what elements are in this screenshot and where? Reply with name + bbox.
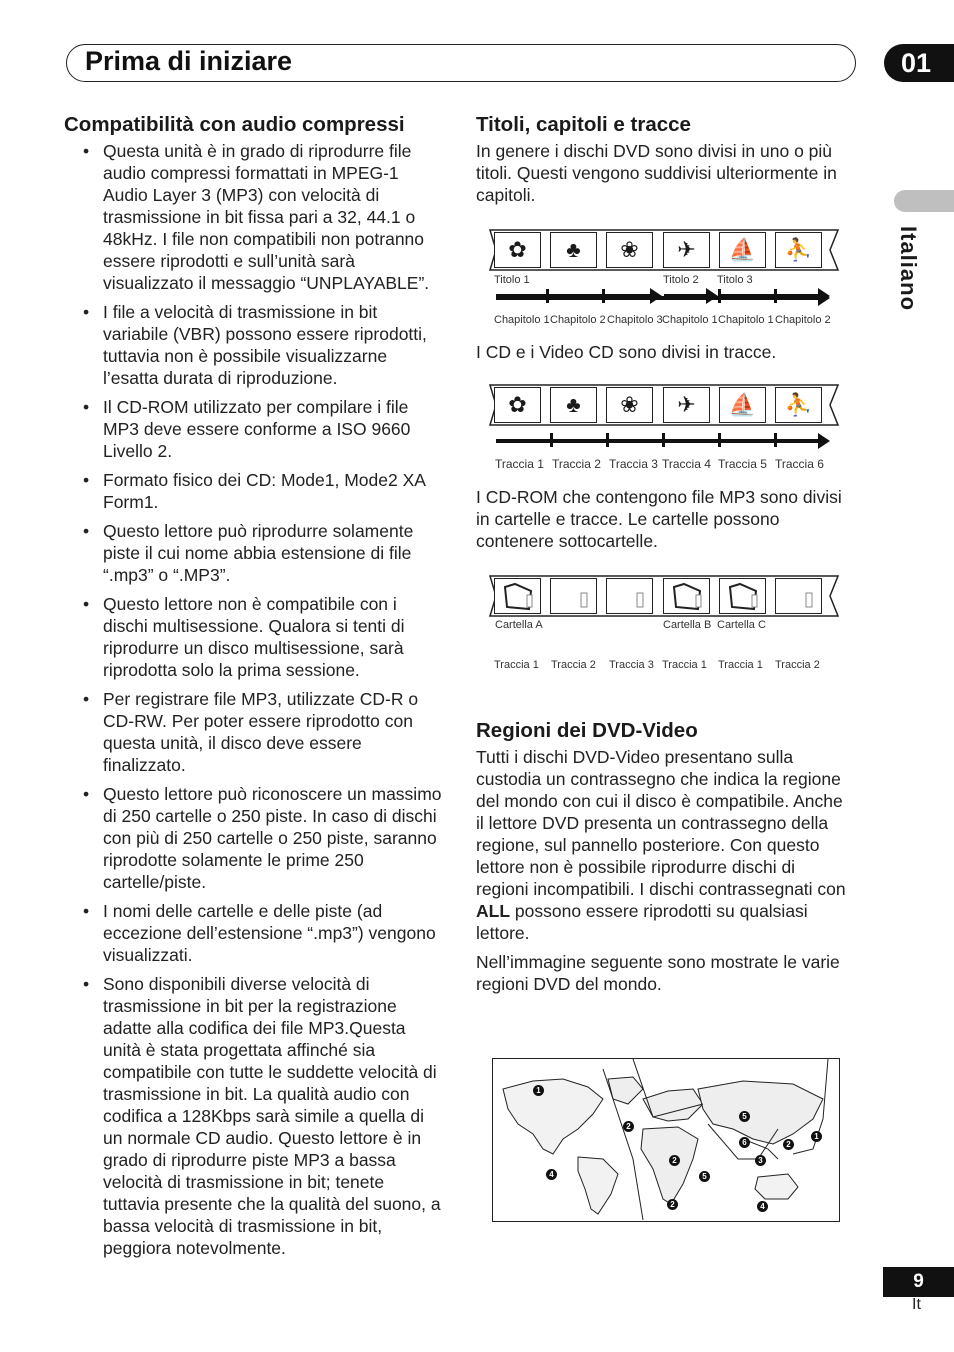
track-label: Traccia 2	[551, 659, 596, 671]
sailboard-icon: ⛵	[719, 387, 766, 423]
file-icon	[550, 578, 597, 614]
chapter-label: Chapitolo 1	[662, 314, 718, 326]
language-tab-marker	[894, 190, 954, 212]
track-arrow-head	[818, 433, 830, 449]
lily-icon: ❀	[606, 232, 653, 268]
dvd-region-world-map	[492, 1058, 840, 1222]
track-label: Traccia 1	[495, 457, 544, 471]
titles-intro: In genere i dischi DVD sono divisi in uno o più titoli. Questi vengono suddivisi ulteriormente in capitoli.	[476, 141, 837, 205]
segment-tick	[606, 433, 609, 447]
folder-label: Cartella C	[717, 619, 766, 631]
regions-section	[476, 719, 861, 995]
bullet-item: • Questo lettore non è compatibile con i dischi multisessione. Qualora si tenti di riprodurre un disco multisessione, sarà riprodotta solo la prima sessione.	[64, 593, 444, 681]
regions-text-part1: Tutti i dischi DVD-Video presentano sulla custodia un contrassegno che indica la regione del mondo con cui il disco è compatibile. Anche il lettore DVD presenta un contrassegno della regione, sul pannello posteriore. Con questo lettore non è possibile riprodurre dischi di regioni incompatibili. I dischi contrassegnati con	[476, 747, 846, 899]
cd-structure-diagram	[484, 383, 846, 473]
chapter-arrow	[496, 296, 818, 300]
leaf-icon: ✿	[494, 387, 541, 423]
track-label: Traccia 1	[494, 659, 539, 671]
segment-tick	[546, 289, 549, 303]
track-label: Traccia 1	[718, 659, 763, 671]
tree-icon: ♣	[550, 232, 597, 268]
segment-tick	[774, 289, 777, 303]
region-marker: 6	[739, 1137, 750, 1148]
section-heading-titles: Titoli, capitoli e tracce	[476, 113, 691, 136]
folder-icon	[494, 578, 541, 614]
section-heading-compressed-audio: Compatibilità con audio compressi	[64, 113, 405, 136]
bullet-item: • Sono disponibili diverse velocità di trasmissione in bit per la registrazione adatte alla codifica dei file MP3.Questa unità è stata progettata affinché sia compatibile con tutte le suddette velocità di trasmissione in bit. La qualità audio con codifica a 128Kbps sarà simile a quella di un normale CD audio. Questo lettore è in grado di riprodurre piste MP3 a bassa velocità di trasmissione in bit; tenete tuttavia presente che la qualità del suono, a bassa velocità di trasmissione in bit, peggiora notevolmente.	[64, 973, 444, 1259]
page-title: Prima di iniziare	[85, 46, 293, 76]
dvd-structure-diagram	[484, 228, 846, 328]
track-label: Traccia 2	[775, 659, 820, 671]
regions-text-part2: possono essere riprodotti su qualsiasi lettore.	[476, 901, 808, 943]
region-marker: 1	[811, 1131, 822, 1142]
track-label: Traccia 1	[662, 659, 707, 671]
cd-tracks-text: I CD e i Video CD sono divisi in tracce.	[476, 342, 777, 362]
track-label: Traccia 2	[552, 457, 601, 471]
chapter-label: Chapitolo 2	[775, 314, 831, 326]
bird-icon: ✈	[663, 387, 710, 423]
chapter-label: Chapitolo 3	[607, 314, 663, 326]
bullet-item: • Per registrare file MP3, utilizzate CD-R o CD-RW. Per poter essere riprodotto con questa unità, il disco deve essere finalizzato.	[64, 688, 444, 776]
bullet-item: • Questa unità è in grado di riprodurre file audio compressi formattati in MPEG-1 Audio Layer 3 (MP3) con velocità di trasmissione in bit fissa pari a 32, 44.1 o 48kHz. I file non compatibili non potranno essere riprodotti e sull’unità sarà visualizzato il messaggio “UNPLAYABLE”.	[64, 140, 444, 294]
bullet-item: • Il CD-ROM utilizzato per compilare i file MP3 deve essere conforme a ISO 9660 Livello 2.	[64, 396, 444, 462]
segment-tick	[718, 433, 721, 447]
chapter-badge: 01	[884, 44, 954, 82]
region-marker: 2	[783, 1139, 794, 1150]
bullet-item: • I file a velocità di trasmissione in bit variabile (VBR) possono essere riprodotti, tuttavia non è possibile visualizzarne l’esatta durata di riproduzione.	[64, 301, 444, 389]
sailboard-icon: ⛵	[719, 232, 766, 268]
chapter-label: Chapitolo 2	[550, 314, 606, 326]
title-label: Titolo 3	[717, 274, 753, 286]
section-heading-regions: Regioni dei DVD-Video	[476, 719, 698, 742]
chapter-label: Chapitolo 1	[494, 314, 550, 326]
region-marker: 2	[667, 1199, 678, 1210]
folder-label: Cartella A	[495, 619, 543, 631]
region-marker: 5	[739, 1111, 750, 1122]
region-marker: 2	[669, 1155, 680, 1166]
track-arrow	[496, 439, 818, 443]
title-label: Titolo 1	[494, 274, 530, 286]
segment-tick	[602, 289, 605, 303]
page-language-code: It	[912, 1296, 921, 1313]
left-column	[64, 113, 444, 1259]
track-label: Traccia 5	[718, 457, 767, 471]
region-marker: 4	[757, 1201, 768, 1212]
track-label: Traccia 3	[609, 457, 658, 471]
mp3-structure-diagram	[484, 574, 846, 674]
folder-icon	[663, 578, 710, 614]
right-column	[476, 113, 861, 206]
skater-icon: ⛹	[775, 232, 822, 268]
segment-tick	[774, 433, 777, 447]
bullet-item: • Questo lettore può riconoscere un massimo di 250 cartelle o 250 piste. In caso di dischi con più di 250 cartelle o 250 piste, saranno riprodotte solamente le prime 250 cartelle/piste.	[64, 783, 444, 893]
compat-bullet-list	[64, 140, 444, 1259]
lily-icon: ❀	[606, 387, 653, 423]
regions-paragraph-2: Nell’immagine seguente sono mostrate le varie regioni DVD del mondo.	[476, 952, 840, 994]
region-marker: 1	[533, 1085, 544, 1096]
regions-text-all: ALL	[476, 901, 511, 921]
segment-tick	[662, 433, 665, 447]
region-marker: 5	[699, 1171, 710, 1182]
bullet-item: • I nomi delle cartelle e delle piste (ad eccezione dell’estensione “.mp3”) vengono visualizzati.	[64, 900, 444, 966]
bird-icon: ✈	[663, 232, 710, 268]
tree-icon: ♣	[550, 387, 597, 423]
file-icon	[775, 578, 822, 614]
bullet-item: • Formato fisico dei CD: Mode1, Mode2 XA Form1.	[64, 469, 444, 513]
leaf-icon: ✿	[494, 232, 541, 268]
track-label: Traccia 6	[775, 457, 824, 471]
region-marker: 4	[546, 1169, 557, 1180]
chapter-arrow-head	[818, 290, 830, 306]
page-number: 9	[883, 1267, 954, 1297]
file-icon	[606, 578, 653, 614]
segment-tick	[718, 289, 721, 303]
region-marker: 3	[755, 1155, 766, 1166]
region-marker: 2	[623, 1121, 634, 1132]
bullet-item: • Questo lettore può riprodurre solamente piste il cui nome abbia estensione di file “.mp3” o “.MP3”.	[64, 520, 444, 586]
chapter-label: Chapitolo 1	[718, 314, 774, 326]
track-label: Traccia 3	[609, 659, 654, 671]
folder-icon	[719, 578, 766, 614]
language-tab-label: Italiano	[896, 226, 921, 312]
language-tab	[891, 226, 931, 326]
mp3-intro-text: I CD-ROM che contengono file MP3 sono divisi in cartelle e tracce. Le cartelle possono contenere sottocartelle.	[476, 487, 842, 551]
segment-tick	[550, 433, 553, 447]
regions-paragraph	[476, 746, 851, 944]
folder-label: Cartella B	[663, 619, 712, 631]
track-label: Traccia 4	[662, 457, 711, 471]
skater-icon: ⛹	[775, 387, 822, 423]
title-label: Titolo 2	[663, 274, 699, 286]
